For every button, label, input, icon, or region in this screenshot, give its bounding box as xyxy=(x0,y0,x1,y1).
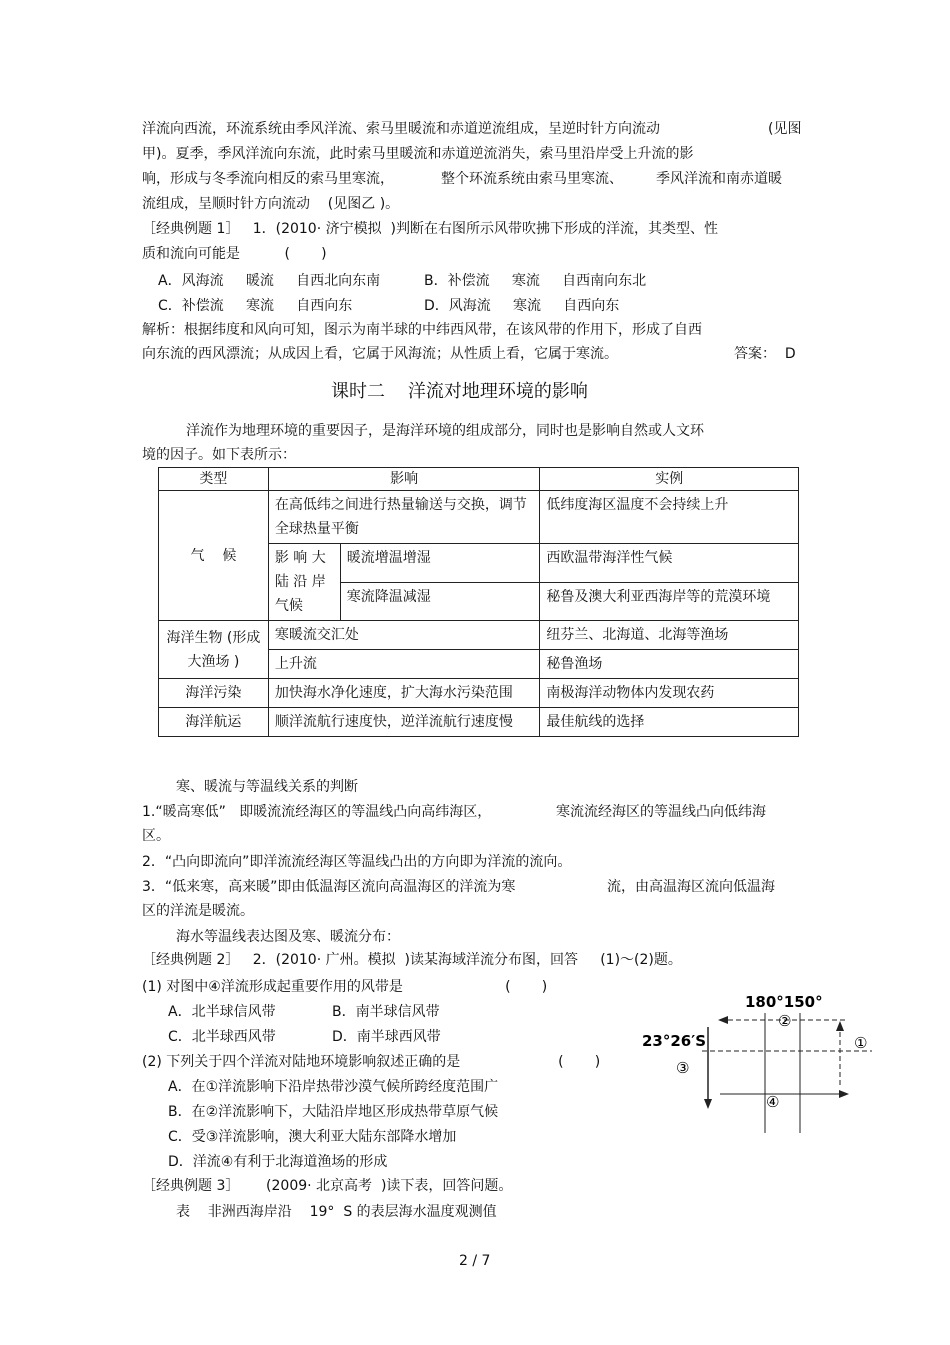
table-cell-type-marine-life: 海洋生物 (形成大渔场 ) xyxy=(159,621,269,679)
intro-line-3c: 季风洋流和南赤道暖 xyxy=(656,171,782,187)
section-title: 课时二 洋流对地理环境的影响 xyxy=(331,381,588,402)
table-cell-type-shipping: 海洋航运 xyxy=(159,708,269,737)
table-cell-effect: 顺洋流航行速度快，逆洋流航行速度慢 xyxy=(268,708,540,737)
longitude-label: 180°150° xyxy=(745,993,823,1011)
table-header-type: 类型 xyxy=(159,468,269,491)
example-2-q1: (1) 对图中④洋流形成起重要作用的风带是 ( ) xyxy=(142,979,548,995)
example-2-q1-option-a: A．北半球信风带 xyxy=(168,1004,276,1020)
table-cell-effect: 暖流增温增湿 xyxy=(340,544,540,583)
example-2-q1-option-c: C．北半球西风带 xyxy=(168,1029,276,1045)
table-header-row xyxy=(159,468,799,491)
table-cell-effect: 寒流降温减湿 xyxy=(340,582,540,621)
current-2-marker: ② xyxy=(778,1012,792,1030)
table-cell-effect: 上升流 xyxy=(268,650,540,679)
example-2-q2-option-a: A．在①洋流影响下沿岸热带沙漠气候所跨经度范围广 xyxy=(168,1079,499,1095)
table-cell-type-climate: 气 候 xyxy=(159,491,269,621)
table-cell-example: 南极海洋动物体内发现农药 xyxy=(540,679,799,708)
current-2-arrowhead xyxy=(718,1016,728,1024)
judge-point-1: 1.“暖高寒低” 即暖流流经海区的等温线凸向高纬海区， xyxy=(142,804,492,820)
table-cell-effect: 寒暖流交汇处 xyxy=(268,621,540,650)
isotherm-caption: 海水等温线表达图及寒、暖流分布： xyxy=(176,929,400,945)
table-header-example: 实例 xyxy=(540,468,799,491)
current-1-arrowhead xyxy=(836,1021,844,1031)
example-1-option-d: D．风海流 寒流 自西向东 xyxy=(424,298,620,314)
table-cell-example: 纽芬兰、北海道、北海等渔场 xyxy=(540,621,799,650)
current-3-marker: ③ xyxy=(676,1059,690,1077)
example-1-question: ［经典例题 1］ 1．(2010· 济宁模拟 )判断在右图所示风带吹拂下形成的洋流，其类型、性 xyxy=(142,221,718,237)
table-cell-example: 低纬度海区温度不会持续上升 xyxy=(540,491,799,544)
table-row xyxy=(159,679,799,708)
current-4-marker: ④ xyxy=(766,1093,780,1111)
example-1-option-b: B．补偿流 寒流 自西南向东北 xyxy=(424,273,647,289)
intro-line-3a: 响，形成与冬季流向相反的索马里寒流， xyxy=(142,171,394,187)
judge-point-2: 2．“凸向即流向”即洋流流经海区等温线凸出的方向即为洋流的流向。 xyxy=(142,854,572,870)
table-cell-effect: 在高低纬之间进行热量输送与交换，调节全球热量平衡 xyxy=(268,491,540,544)
example-1-option-c: C．补偿流 寒流 自西向东 xyxy=(158,298,353,314)
intro-line-4: 流组成，呈顺时针方向流动 (见图乙 )。 xyxy=(142,196,400,212)
intro-line-2: 甲)。夏季，季风洋流向东流，此时索马里暖流和赤道逆流消失，索马里沿岸受上升流的影 xyxy=(142,146,694,162)
example-2-q1-option-d: D．南半球西风带 xyxy=(332,1029,441,1045)
judge-point-1-cont: 寒流流经海区的等温线凸向低纬海 xyxy=(556,804,766,820)
example-3-question: ［经典例题 3］ (2009· 北京高考 )读下表，回答问题。 xyxy=(142,1178,513,1194)
example-2-question: ［经典例题 2］ 2．(2010· 广州。模拟 )读某海域洋流分布图，回答 (1)～(2)题。 xyxy=(142,952,682,968)
table-cell-example: 西欧温带海洋性气候 xyxy=(540,544,799,583)
table-row xyxy=(159,491,799,544)
example-3-table-caption: 表 非洲西海岸沿 19° S 的表层海水温度观测值 xyxy=(176,1204,497,1220)
example-1-analysis: 解析：根据纬度和风向可知，图示为南半球的中纬西风带，在该风带的作用下，形成了自西 xyxy=(142,322,702,338)
intro-line-1: 洋流向西流，环流系统由季风洋流、索马里暖流和赤道逆流组成，呈逆时针方向流动 xyxy=(142,121,660,137)
judge-heading: 寒、暖流与等温线关系的判断 xyxy=(176,779,358,795)
table-cell-example: 最佳航线的选择 xyxy=(540,708,799,737)
example-1-analysis-cont: 向东流的西风漂流；从成因上看，它属于风海流；从性质上看，它属于寒流。 xyxy=(142,346,618,362)
page-number: 2 / 7 xyxy=(459,1253,491,1269)
intro-line-1-end: (见图 xyxy=(768,121,802,137)
table-cell-sub-label: 影 响 大陆 沿 岸气候 xyxy=(268,544,340,621)
latitude-label: 23°26′S xyxy=(642,1032,707,1050)
judge-point-3-end: 区的洋流是暖流。 xyxy=(142,903,254,919)
current-1-marker: ① xyxy=(854,1034,868,1052)
judge-point-3: 3．“低来寒，高来暖”即由低温海区流向高温海区的洋流为寒 xyxy=(142,879,516,895)
intro-line-3b: 整个环流系统由索马里寒流、 xyxy=(441,171,623,187)
ocean-current-diagram xyxy=(640,985,885,1145)
table-cell-example: 秘鲁及澳大利亚西海岸等的荒漠环境 xyxy=(540,582,799,621)
table-row xyxy=(159,621,799,650)
example-1-answer: 答案： D xyxy=(734,346,796,362)
judge-point-3-cont: 流，由高温海区流向低温海 xyxy=(607,879,775,895)
table-cell-type-pollution: 海洋污染 xyxy=(159,679,269,708)
table-header-influence: 影响 xyxy=(268,468,540,491)
ocean-current-influence-table xyxy=(158,467,799,737)
example-2-q2-option-c: C．受③洋流影响，澳大利亚大陆东部降水增加 xyxy=(168,1129,457,1145)
table-row xyxy=(159,708,799,737)
example-2-q1-option-b: B．南半球信风带 xyxy=(332,1004,440,1020)
table-cell-effect: 加快海水净化速度，扩大海水污染范围 xyxy=(268,679,540,708)
paragraph-line-2: 境的因子。如下表所示： xyxy=(142,447,296,463)
example-2-q2-option-b: B．在②洋流影响下，大陆沿岸地区形成热带草原气候 xyxy=(168,1104,499,1120)
paragraph-line-1: 洋流作为地理环境的重要因子，是海洋环境的组成部分，同时也是影响自然或人文环 xyxy=(186,423,704,439)
example-1-option-a: A．风海流 暖流 自西北向东南 xyxy=(158,273,381,289)
table-cell-example: 秘鲁渔场 xyxy=(540,650,799,679)
current-4-arrowhead xyxy=(839,1090,849,1098)
current-3-arrowhead xyxy=(704,1099,712,1109)
example-2-q2-option-d: D．洋流④有利于北海道渔场的形成 xyxy=(168,1154,388,1170)
example-2-q2: (2) 下列关于四个洋流对陆地环境影响叙述正确的是 ( ) xyxy=(142,1054,601,1070)
judge-point-1-end: 区。 xyxy=(142,828,170,844)
example-1-question-cont: 质和流向可能是 ( ) xyxy=(142,246,327,262)
